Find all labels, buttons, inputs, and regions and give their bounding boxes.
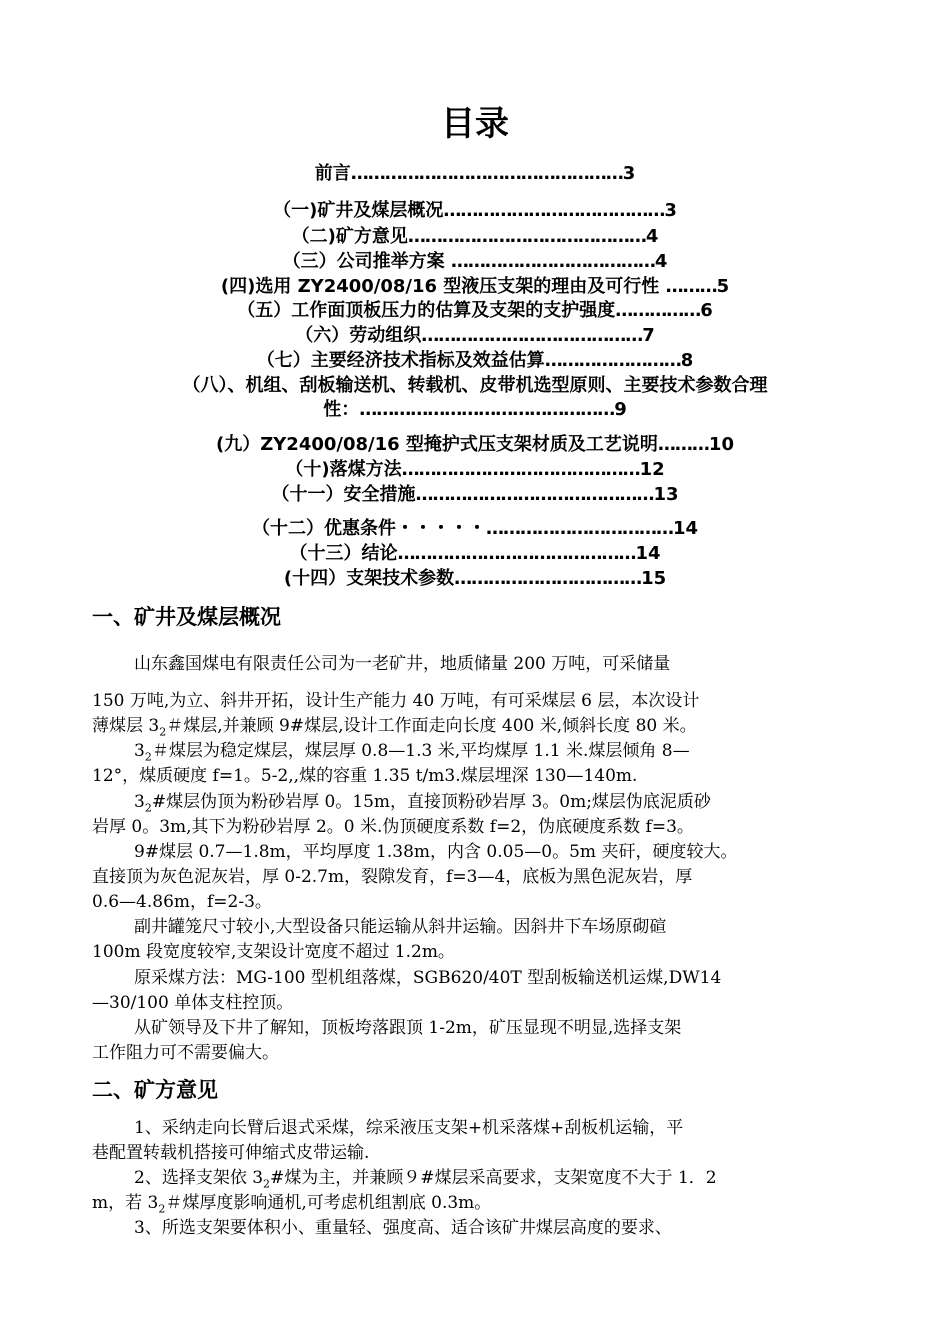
section-heading: 二、矿方意见: [92, 1078, 218, 1102]
toc-entry[interactable]: [0, 517, 950, 541]
toc-entry-page: 9: [614, 399, 627, 420]
subscript-2: 2: [159, 725, 167, 739]
toc-entry[interactable]: [0, 433, 950, 457]
paragraph-line: 山东鑫国煤电有限责任公司为一老矿井，地质储量 200 万吨，可采储量: [134, 654, 671, 674]
toc-entry-label: (十四）支架技术参数: [283, 568, 455, 589]
toc-entry-page: 14: [635, 543, 661, 564]
toc-leader-dots: ……………………………………: [407, 226, 646, 247]
paragraph: [92, 652, 860, 677]
paragraph-line: 100m 段宽度较窄,支架设计宽度不超过 1.2m。: [92, 942, 455, 962]
toc-leader-dots: ……………: [615, 300, 701, 321]
toc-entry-label: 性：: [323, 399, 360, 420]
paragraph-line: m，若 $3_2$＃煤厚度影响通机,可考虑机组割底 0.3m。: [92, 1193, 492, 1216]
toc-entry-label: （三）公司推举方案: [282, 251, 451, 272]
toc-leader-dots: …………………………………: [421, 325, 643, 346]
toc-entry-label: （六）劳动组织: [295, 325, 422, 346]
toc-entry[interactable]: [0, 567, 950, 591]
paragraph-line: $3_2\#$煤层伪顶为粉砂岩厚 0。15m，直接顶粉砂岩厚 3。0m;煤层伪底泥质砂: [134, 792, 711, 815]
toc-entry[interactable]: [0, 374, 950, 398]
toc-entry-label: （十)落煤方法: [285, 459, 402, 480]
subscript-2: 2: [144, 750, 152, 764]
subscript-2: 2: [158, 1202, 166, 1216]
paragraph: [92, 739, 860, 789]
paragraph-line: 9#煤层 0.7—1.8m，平均厚度 1.38m，内含 0.05—0。5m 夹矸，硬度较大。: [134, 842, 738, 862]
toc-entry-label: （七）主要经济技术指标及效益估算: [256, 350, 545, 371]
toc-entry-label: （十一）安全措施: [271, 484, 416, 505]
toc-entry[interactable]: [0, 458, 950, 482]
paragraph-line: —30/100 单体支柱控顶。: [92, 993, 294, 1013]
toc-entry-page: 6: [700, 300, 713, 321]
paragraph-line: 原采煤方法：MG-100 型机组落煤，SGB620/40T 型刮板输送机运煤,DW14: [134, 968, 722, 988]
paragraph-line: 12°，煤质硬度 f=1。5-2,,煤的容重 1.35 t/m3.煤层埋深 130—140m.: [92, 766, 638, 786]
paragraph: [92, 840, 860, 915]
toc-entry-page: 14: [672, 518, 699, 539]
paragraph-line: 巷配置转载机搭接可伸缩式皮带运输.: [92, 1143, 370, 1163]
toc-entry[interactable]: [0, 225, 950, 249]
toc-leader-dots: ………………………………………: [359, 399, 615, 420]
toc-leader-dots: ………: [665, 276, 717, 297]
paragraph-line: 0.6—4.86m，f=2-3。: [92, 892, 272, 912]
toc-entry[interactable]: [0, 199, 950, 223]
toc-entry-page: 5: [716, 276, 730, 297]
paragraph-line: 从矿领导及下井了解知，顶板垮落跟顶 1-2m，矿压显现不明显,选择支架: [134, 1018, 682, 1038]
toc-entry-label: (四)选用 ZY2400/08/16 型液压支架的理由及可行性: [220, 276, 666, 297]
paragraph: [92, 689, 860, 739]
toc-leader-dots: ……………………: [544, 350, 681, 371]
toc-title: 目录: [441, 104, 509, 144]
paragraph-line: $3_2$＃煤层为稳定煤层，煤层厚 0.8—1.3 米,平均煤厚 1.1 米.煤层倾角 8—: [134, 741, 690, 764]
paragraph: [92, 1216, 860, 1241]
toc-entry-label: （一)矿井及煤层概况: [273, 200, 444, 221]
toc-entry-label: （二)矿方意见: [291, 226, 408, 247]
toc-entry[interactable]: [0, 324, 950, 348]
toc-entry-page: 15: [641, 568, 667, 589]
toc-entry-page: 8: [680, 350, 694, 371]
paragraph-line: 3、所选支架要体积小、重量轻、强度高、适合该矿井煤层高度的要求、: [134, 1218, 672, 1238]
toc-entry[interactable]: [0, 275, 950, 299]
toc-leader-dots: ……………………………: [485, 518, 673, 539]
paragraph-line: 直接顶为灰色泥灰岩，厚 0-2.7m，裂隙发育，f=3—4，底板为黑色泥灰岩，厚: [92, 867, 693, 887]
toc-entry[interactable]: [0, 542, 950, 566]
subscript-2: 2: [144, 801, 152, 815]
toc-leader-dots: ……………………………………: [401, 459, 640, 480]
toc-leader-dots: ……………………………: [454, 568, 642, 589]
toc-leader-dots: ………………………………: [450, 251, 655, 272]
toc-entry-page: 4: [645, 226, 659, 247]
toc-entry[interactable]: [0, 162, 950, 186]
toc-leader-dots: ……………………………………: [415, 484, 654, 505]
paragraph-line: 副井罐笼尺寸较小,大型设备只能运输从斜井运输。因斜井下车场原砌碹: [134, 917, 667, 937]
toc-entry[interactable]: [0, 250, 950, 274]
toc-entry[interactable]: [0, 299, 950, 323]
toc-entry-page: 13: [653, 484, 679, 505]
toc-leader-dots: …………………………………: [443, 200, 665, 221]
paragraph-line: 150 万吨,为立、斜井开拓，设计生产能力 40 万吨，有可采煤层 6 层，本次设计: [92, 691, 700, 711]
toc-leader-dots: …………………………………………: [350, 163, 623, 184]
toc-entry[interactable]: [0, 483, 950, 507]
toc-entry-page: 10: [708, 434, 734, 455]
paragraph: [92, 966, 860, 1016]
paragraph: [92, 1166, 860, 1216]
toc-entry-label: 前言: [314, 163, 351, 184]
toc-leader-dots: ……………………………………: [397, 543, 636, 564]
toc-entry[interactable]: [0, 349, 950, 373]
paragraph-line: 岩厚 0。3m,其下为粉砂岩厚 2。0 米.伪顶硬度系数 f=2，伪底硬度系数 f=3。: [92, 817, 694, 837]
toc-entry-page: 4: [654, 251, 668, 272]
toc-entry-page: 3: [622, 163, 636, 184]
toc-entry-continuation[interactable]: [0, 398, 950, 422]
toc-entry-label: （八）、机组、刮板输送机、转载机、皮带机选型原则、主要技术参数合理: [182, 375, 768, 396]
toc-entry-label: (九）ZY2400/08/16 型掩护式压支架材质及工艺说明: [216, 434, 658, 455]
subscript-2: 2: [263, 1177, 271, 1191]
toc-leader-dots: ………: [657, 434, 709, 455]
toc-entry-page: 7: [642, 325, 655, 346]
toc-entry-label: （五）工作面顶板压力的估算及支架的支护强度: [237, 300, 616, 321]
toc-entry-page: 12: [639, 459, 665, 480]
paragraph: [92, 790, 860, 840]
paragraph-line: 工作阻力可不需要偏大。: [92, 1043, 279, 1063]
toc-entry-label: （十二）优惠条件・・・・・: [251, 518, 486, 539]
toc-entry-label: （十三）结论: [289, 543, 398, 564]
paragraph-line: 1、采纳走向长臂后退式采煤，综采液压支架+机采落煤+刮板机运输，平: [134, 1118, 684, 1138]
paragraph: [92, 915, 860, 965]
section-heading: 一、矿井及煤层概况: [92, 605, 281, 629]
paragraph: [92, 1116, 860, 1166]
paragraph-line: 2、选择支架依 $3_2\#$煤为主，并兼顾９#煤层采高要求，支架宽度不大于 1．2: [134, 1168, 717, 1191]
paragraph: [92, 1016, 860, 1066]
paragraph-line: 薄煤层 $3_2$＃煤层,并兼顾 9#煤层,设计工作面走向长度 400 米,倾斜长度 80 米。: [92, 716, 697, 739]
toc-entry-page: 3: [664, 200, 677, 221]
